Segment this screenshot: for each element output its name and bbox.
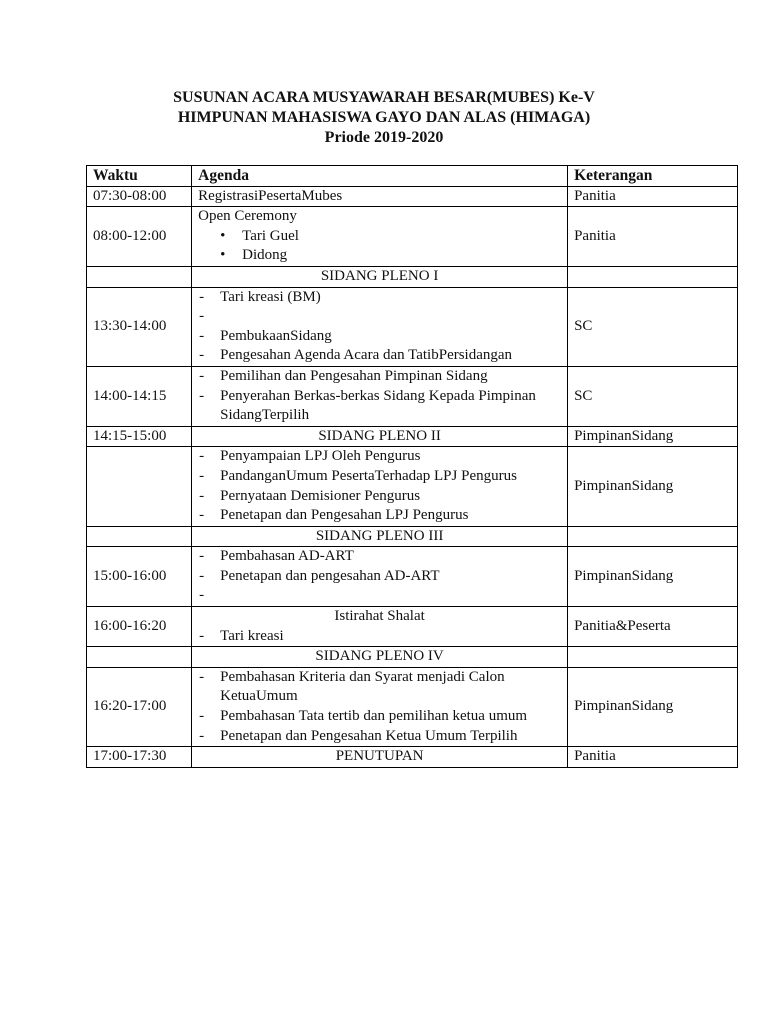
note-cell: Panitia xyxy=(568,747,738,768)
table-row xyxy=(87,287,738,366)
list-item: - Tari kreasi xyxy=(198,627,561,647)
list-item: - Pemilihan dan Pengesahan Pimpinan Sidang xyxy=(198,367,561,387)
agenda-cell xyxy=(192,447,568,526)
time-cell: 15:00-16:00 xyxy=(87,547,192,607)
table-row xyxy=(87,207,738,267)
note-cell: PimpinanSidang xyxy=(568,426,738,447)
table-row xyxy=(87,547,738,607)
table-row xyxy=(87,186,738,207)
section-title: SIDANG PLENO IV xyxy=(192,647,568,668)
list-item: - Penyerahan Berkas-berkas Sidang Kepada Pimpinan SidangTerpilih xyxy=(198,387,561,426)
list-item: - Pengesahan Agenda Acara dan TatibPersidangan xyxy=(198,346,561,366)
time-cell: 17:00-17:30 xyxy=(87,747,192,768)
note-cell: SC xyxy=(568,366,738,426)
header-agenda: Agenda xyxy=(192,166,568,187)
note-cell: Panitia xyxy=(568,207,738,267)
title-line-1: SUSUNAN ACARA MUSYAWARAH BESAR(MUBES) Ke-V xyxy=(173,89,595,106)
list-item: - Penetapan dan pengesahan AD-ART xyxy=(198,567,561,587)
list-item: - PandanganUmum PesertaTerhadap LPJ Pengurus xyxy=(198,467,561,487)
agenda-cell xyxy=(192,207,568,267)
agenda-list xyxy=(198,227,561,266)
agenda-cell xyxy=(192,607,568,647)
agenda-heading: Open Ceremony xyxy=(198,208,297,225)
title-line-3: Priode 2019-2020 xyxy=(324,129,444,146)
schedule-table xyxy=(86,165,738,768)
header-waktu: Waktu xyxy=(87,166,192,187)
agenda-list xyxy=(198,547,561,606)
time-cell: 13:30-14:00 xyxy=(87,287,192,366)
section-title: SIDANG PLENO II xyxy=(192,426,568,447)
time-cell: 16:00-16:20 xyxy=(87,607,192,647)
agenda-cell xyxy=(192,667,568,746)
note-cell: Panitia&Peserta xyxy=(568,607,738,647)
time-cell xyxy=(87,447,192,526)
header-keterangan: Keterangan xyxy=(568,166,738,187)
list-item: - Penetapan dan Pengesahan LPJ Pengurus xyxy=(198,506,561,526)
agenda-cell xyxy=(192,366,568,426)
agenda-cell: RegistrasiPesertaMubes xyxy=(192,186,568,207)
table-row xyxy=(87,667,738,746)
time-cell: 14:00-14:15 xyxy=(87,366,192,426)
list-item: - Penyampaian LPJ Oleh Pengurus xyxy=(198,447,561,467)
section-title: SIDANG PLENO I xyxy=(192,266,568,287)
time-cell: 16:20-17:00 xyxy=(87,667,192,746)
note-cell: SC xyxy=(568,287,738,366)
time-cell: 08:00-12:00 xyxy=(87,207,192,267)
section-row xyxy=(87,647,738,668)
section-row xyxy=(87,526,738,547)
list-item: - Pembahasan Kriteria dan Syarat menjadi Calon KetuaUmum xyxy=(198,668,561,707)
agenda-cell: PENUTUPAN xyxy=(192,747,568,768)
agenda-list xyxy=(198,288,561,366)
note-cell: PimpinanSidang xyxy=(568,547,738,607)
table-row xyxy=(87,426,738,447)
list-item: - Pembahasan AD-ART xyxy=(198,547,561,567)
note-cell: PimpinanSidang xyxy=(568,667,738,746)
list-item: - Tari kreasi (BM) xyxy=(198,288,561,308)
table-row xyxy=(87,607,738,647)
section-row xyxy=(87,266,738,287)
list-item: - Pembahasan Tata tertib dan pemilihan ketua umum xyxy=(198,707,561,727)
agenda-heading: Istirahat Shalat xyxy=(334,608,425,625)
agenda-list xyxy=(198,447,561,525)
note-cell: Panitia xyxy=(568,186,738,207)
time-cell: 14:15-15:00 xyxy=(87,426,192,447)
agenda-list xyxy=(198,367,561,426)
agenda-cell xyxy=(192,287,568,366)
agenda-cell xyxy=(192,547,568,607)
list-item: - Pernyataan Demisioner Pengurus xyxy=(198,487,561,507)
table-row xyxy=(87,447,738,526)
time-cell: 07:30-08:00 xyxy=(87,186,192,207)
agenda-list xyxy=(198,627,561,647)
list-item: - Penetapan dan Pengesahan Ketua Umum Terpilih xyxy=(198,727,561,747)
list-item: • Didong xyxy=(198,246,561,266)
table-row xyxy=(87,366,738,426)
title-line-2: HIMPUNAN MAHASISWA GAYO DAN ALAS (HIMAGA) xyxy=(177,109,591,126)
section-title: SIDANG PLENO III xyxy=(192,526,568,547)
table-header-row xyxy=(87,166,738,187)
agenda-list xyxy=(198,668,561,746)
note-cell: PimpinanSidang xyxy=(568,447,738,526)
list-item: • Tari Guel xyxy=(198,227,561,247)
table-row xyxy=(87,747,738,768)
list-item: - PembukaanSidang xyxy=(198,327,561,347)
